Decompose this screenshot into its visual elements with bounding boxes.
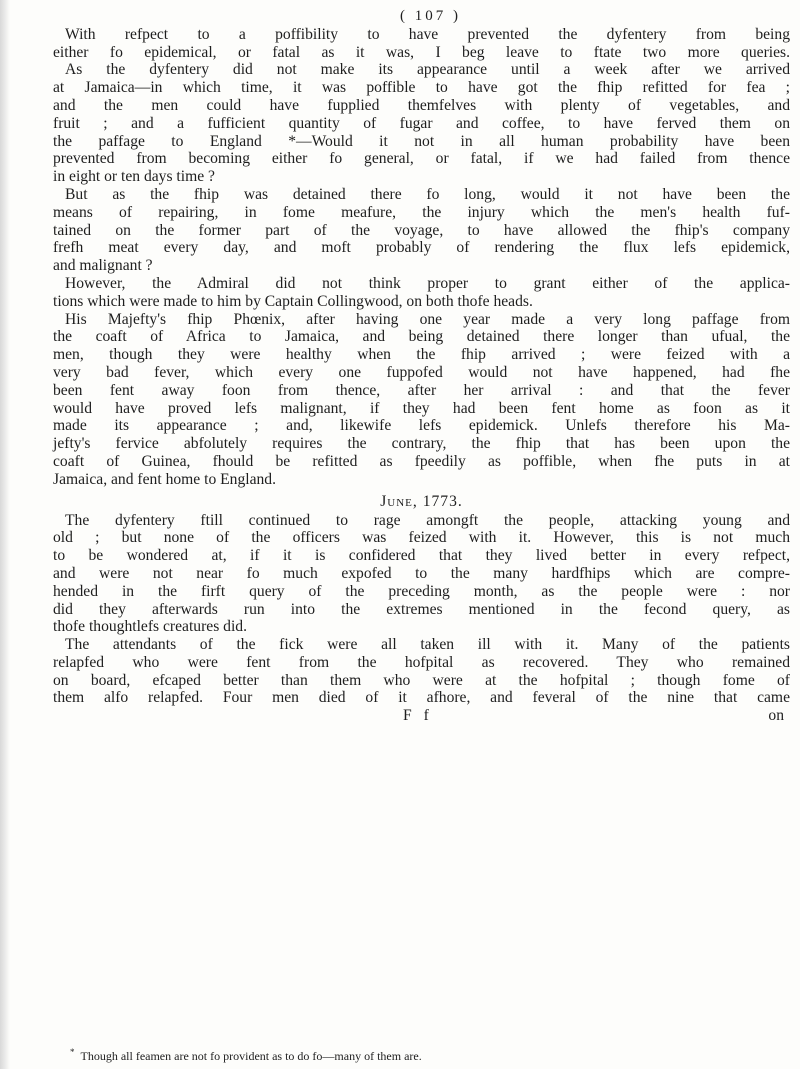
- text-line: However, the Admiral did not think proper to grant either of the applica-: [65, 274, 790, 292]
- main-text: [53, 8, 790, 725]
- text-line: old ; but none of the officers was feized with it. However, this is not much: [53, 529, 790, 547]
- text-line: and were not near fo much expofed to the many hardfhips which are compre-: [53, 564, 790, 582]
- text-line: did they afterwards run into the extremes mentioned in the fecond query, as: [53, 600, 790, 618]
- text-line: His Majefty's fhip Phœnix, after having one year made a very long paffage from: [65, 310, 790, 328]
- text-line: on board, efcaped better than them who were at the hofpital ; though fome of: [53, 671, 790, 689]
- text-line: As the dyfentery did not make its appearance until a week after we arrived: [65, 61, 790, 79]
- text-line: tions which were made to him by Captain Collingwood, on both thofe heads.: [53, 292, 533, 310]
- text-line: very bad fever, which every one fuppofed would not have happened, had fhe: [53, 363, 790, 381]
- text-line: thofe thoughtlefs creatures did.: [53, 618, 247, 636]
- page-edge-shadow: [0, 0, 10, 1069]
- footnote-text: Though all feamen are not fo provident as to do fo—many of them are.: [80, 1049, 422, 1063]
- signature-row: [53, 707, 790, 725]
- text-line: at Jamaica—in which time, it was poffible to have got the fhip refitted for fea ;: [53, 79, 790, 97]
- text-line: and the men could have fupplied themfelves with plenty of vegetables, and: [53, 96, 790, 114]
- text-line: men, though they were healthy when the fhip arrived ; were feized with a: [53, 346, 790, 364]
- catchword: on: [768, 707, 784, 725]
- text-line: them alfo relapfed. Four men died of it afhore, and feveral of the nine that came: [53, 689, 790, 707]
- text-line: either fo epidemical, or fatal as it was, I beg leave to ftate two more queries.: [53, 43, 790, 61]
- text-line: in eight or ten days time ?: [53, 168, 215, 186]
- text-line: relapfed who were fent from the hofpital as recovered. They who remained: [53, 653, 790, 671]
- text-line: jefty's fervice abfolutely requires the contrary, the fhip that has been upon the: [53, 435, 790, 453]
- footnote-mark: *: [70, 1047, 75, 1057]
- text-line: made its appearance ; and, likewife lefs epidemick. Unlefs therefore his Ma-: [53, 417, 790, 435]
- text-line: The attendants of the fick were all taken ill with it. Many of the patients: [65, 636, 790, 654]
- text-line: fruit ; and a fufficient quantity of fugar and coffee, to have ferved them on: [53, 114, 790, 132]
- text-line: would have proved lefs malignant, if they had been fent home as foon as it: [53, 399, 790, 417]
- text-line: been fent away foon from thence, after her arrival : and that the fever: [53, 381, 790, 399]
- text-line: means of repairing, in fome meafure, the injury which the men's health fuf-: [53, 203, 790, 221]
- text-line: But as the fhip was detained there fo long, would it not have been the: [65, 185, 790, 203]
- text-line: The dyfentery ftill continued to rage amongft the people, attacking young and: [65, 511, 790, 529]
- text-line: hended in the firft query of the preceding month, as the people were : nor: [53, 582, 790, 600]
- text-line: the paffage to England *—Would it not in all human probability have been: [53, 132, 790, 150]
- text-line: Jamaica, and fent home to England.: [53, 470, 277, 488]
- page-number: ( 107 ): [400, 8, 461, 24]
- text-line: tained on the former part of the voyage, to have allowed the fhip's company: [53, 221, 790, 239]
- date-heading: June, 1773.: [380, 492, 463, 510]
- text-line: prevented from becoming either fo general, or fatal, if we had failed from thence: [53, 150, 790, 168]
- text-section-2: [53, 512, 790, 708]
- text-line: frefh meat every day, and moft probably of rendering the flux lefs epidemick,: [53, 239, 790, 257]
- text-line: coaft of Guinea, fhould be refitted as fpeedily as poffible, when fhe puts in at: [53, 452, 790, 470]
- text-line: and malignant ?: [53, 257, 153, 275]
- footnote: [70, 1045, 780, 1063]
- text-line: to be wondered at, if it is confidered that they lived better in every refpect,: [53, 547, 790, 565]
- signature-mark: F f: [403, 707, 433, 725]
- text-line: With refpect to a poffibility to have prevented the dyfentery from being: [65, 25, 790, 43]
- text-line: the coaft of Africa to Jamaica, and being detained there longer than ufual, the: [53, 328, 790, 346]
- text-section-1: [53, 26, 790, 489]
